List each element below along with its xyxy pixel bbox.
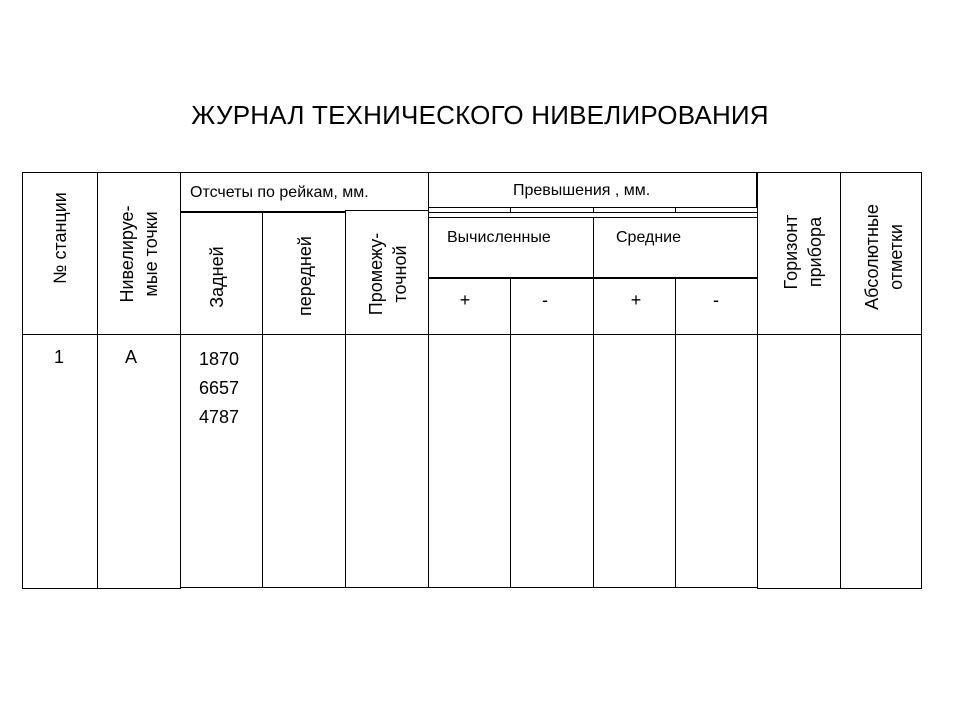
computed-plus-column bbox=[428, 278, 511, 588]
horizon-header-line1: Горизонт bbox=[781, 214, 801, 290]
station-number: 1 bbox=[54, 347, 65, 367]
readings-group-label: Отсчеты по рейкам, мм. bbox=[190, 184, 369, 201]
average-header: Средние bbox=[616, 229, 682, 246]
computed-plus-sign: + bbox=[459, 290, 471, 310]
intermediate-header-line2: точной bbox=[390, 245, 410, 303]
computed-minus-column bbox=[510, 278, 594, 588]
absolute-header bbox=[860, 204, 908, 310]
computed-header: Вычисленные bbox=[447, 229, 551, 246]
point-name: А bbox=[125, 347, 138, 367]
computed-minus-sign: - bbox=[542, 290, 548, 310]
page-title: ЖУРНАЛ ТЕХНИЧЕСКОГО НИВЕЛИРОВАНИЯ bbox=[191, 100, 769, 130]
average-minus-sign: - bbox=[713, 290, 719, 310]
horizon-header bbox=[779, 215, 827, 290]
points-header-line2: мые точки bbox=[141, 211, 161, 297]
elevations-group-label: Превышения , мм. bbox=[513, 182, 651, 199]
points-header bbox=[115, 206, 163, 303]
front-header: передней bbox=[295, 236, 315, 316]
back-readings bbox=[180, 345, 258, 432]
points-header-line1: Нивелируе- bbox=[117, 205, 137, 303]
back-reading-value: 4787 bbox=[198, 407, 240, 427]
absolute-header-line2: отметки bbox=[886, 224, 906, 290]
absolute-header-line1: Абсолютные bbox=[862, 204, 882, 310]
intermediate-header bbox=[364, 233, 412, 315]
back-header: Задней bbox=[207, 246, 227, 308]
back-reading-value: 6657 bbox=[198, 378, 240, 398]
back-reading-value: 1870 bbox=[198, 349, 240, 369]
station-header: № станции bbox=[50, 192, 70, 284]
horizon-header-line2: прибора bbox=[805, 216, 825, 288]
average-minus-column bbox=[675, 278, 758, 588]
average-plus-sign: + bbox=[630, 290, 642, 310]
computed-average-header bbox=[428, 217, 760, 278]
intermediate-header-line1: Промежу- bbox=[366, 232, 386, 316]
average-plus-column bbox=[593, 278, 676, 588]
